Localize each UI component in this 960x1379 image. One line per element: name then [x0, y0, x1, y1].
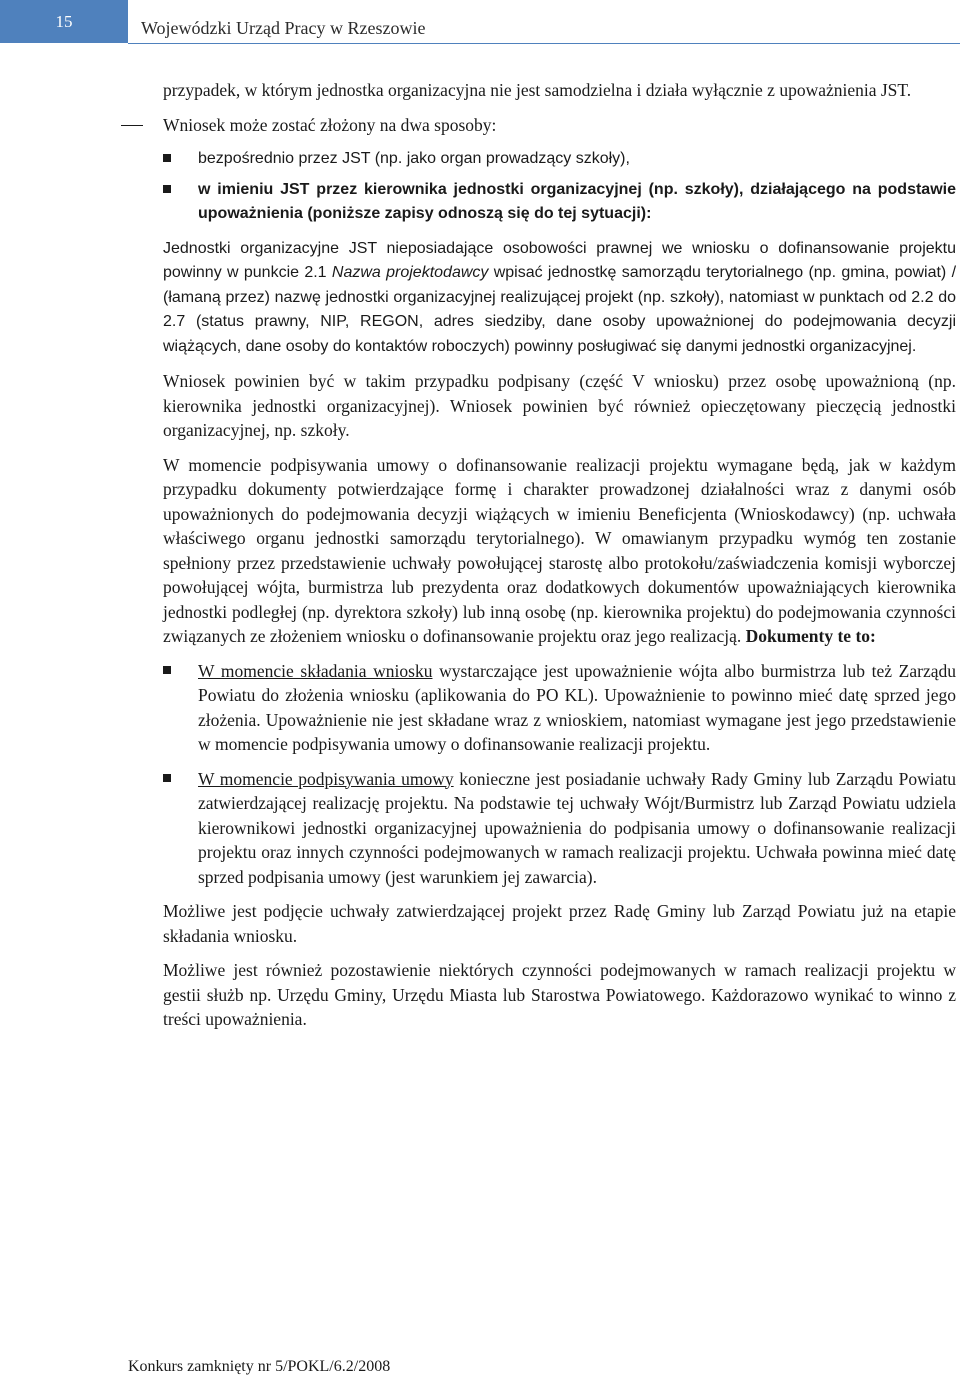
- document-term: W momencie składania wniosku: [198, 660, 433, 681]
- paragraph-text: W momencie podpisywania umowy o dofinansowanie realizacji projektu wymagane będą, jak w każdym przypadku dokumenty potwierdzające formę i charakter prowadzonej działalności wraz z danymi osób upoważnionych do podejmowania decyzji wiążących w imieniu Beneficjenta (Wnioskodawcy) (np. uchwała właściwego organu jednostki samorządu terytorialnego). W omawianym przypadku wymóg ten zostanie spełniony przez przedstawienie uchwały powołującej starostę albo protokołu/zaświadczenia komisji wyborczej powołującej wójta, burmistrza lub prezydenta oraz dodatkowych dokumentów upoważniających kierownika jednostki podległej (np. dyrektora szkoły) lub inną osobę (np. kierownika projektu) do podejmowania czynności związanych ze złożeniem wniosku o dofinansowanie projektu oraz jego realizacją.: [163, 454, 956, 646]
- page-footer: Konkurs zamknięty nr 5/POKL/6.2/2008: [128, 1358, 391, 1375]
- way-list-item: [163, 147, 956, 172]
- paragraph-bold: Dokumenty te to:: [745, 626, 876, 646]
- document-desc: wystarczające jest upoważnienie wójta albo burmistrza lub też Zarządu Powiatu do złożenia wniosku (aplikowania do PO KL). Upoważnienie to powinno mieć datę sprzed jego złożenia. Upoważnienie nie jest składane wraz z wnioskiem, natomiast wymagane jest jego przedstawienie w momencie podpisywania umowy o dofinansowanie realizacji projektu.: [198, 660, 956, 754]
- document-text: [198, 659, 956, 757]
- page-content: [163, 78, 956, 1042]
- paragraph-text: Jednostki organizacyjne JST nieposiadające osobowości prawnej we wniosku o dofinansowanie projektu powinny w punkcie 2.1: [163, 239, 956, 281]
- way-list-item: [163, 178, 956, 227]
- body-paragraph: Wniosek powinien być w takim przypadku podpisany (część V wniosku) przez osobę upoważnioną (np. kierownika jednostki organizacyjnej). Wniosek powinien być również opieczętowany pieczęcią jednostki organizacyjnej, np. szkoły.: [163, 371, 956, 440]
- header-rule: [128, 43, 960, 44]
- square-bullet-icon: [163, 185, 171, 193]
- square-bullet-icon: [163, 154, 171, 162]
- dash-list-item: [163, 113, 956, 138]
- paragraph-text: wpisać jednostkę samorządu terytorialnego (np. gmina, powiat) / (łamaną przez) nazwę jednostki organizacyjnej realizującej projekt (np. szkoły), natomiast w punktach od 2.2 do 2.7 (status prawny, NIP, REGON, adres siedziby, dane osoby upoważnionej do podejmowania decyzji wiążących, dane osoby do kontaktów roboczych) powinny posługiwać się danymi jednostki organizacyjnej.: [163, 264, 957, 355]
- way-text: bezpośrednio przez JST (np. jako organ prowadzący szkoły),: [198, 150, 630, 167]
- document-text: [198, 767, 956, 890]
- way-text: w imieniu JST przez kierownika jednostki organizacyjnej (np. szkoły), działającego na podstawie upoważnienia (poniższe zapisy odnoszą się do tej sytuacji):: [198, 180, 956, 222]
- header-title: Wojewódzki Urząd Pracy w Rzeszowie: [141, 18, 426, 38]
- page-header: [0, 0, 960, 52]
- intro-paragraph: przypadek, w którym jednostka organizacyjna nie jest samodzielna i działa wyłącznie z upoważnienia JST.: [163, 80, 912, 100]
- body-paragraph: [163, 237, 956, 360]
- page-number: 15: [0, 0, 128, 43]
- dash-bullet-icon: [121, 125, 143, 126]
- body-paragraph: [163, 453, 956, 649]
- document-list-item: [163, 659, 956, 757]
- document-term: W momencie podpisywania umowy: [198, 768, 454, 789]
- dash-item-text: Wniosek może zostać złożony na dwa sposoby:: [163, 114, 497, 135]
- document-desc: konieczne jest posiadanie uchwały Rady Gminy lub Zarządu Powiatu zatwierdzającej realizację projektu. Na podstawie tej uchwały Wójt/Burmistrz lub Zarząd Powiatu udziela kierownikowi jednostki organizacyjnej upoważnienia do podpisania umowy o dofinansowanie realizacji projektu oraz innych czynności podejmowanych w ramach realizacji projektu. Uchwała powinna mieć datę sprzed podpisania umowy (jest warunkiem jej zawarcia).: [198, 768, 956, 887]
- body-paragraph: Możliwe jest również pozostawienie niektórych czynności podejmowanych w ramach realizacji projektu w gestii służb np. Urzędu Gminy, Urzędu Miasta lub Starostwa Powiatowego. Każdorazowo wynikać to winno z treści upoważnienia.: [163, 960, 956, 1029]
- paragraph-italic: Nazwa projektodawcy: [331, 264, 489, 281]
- square-bullet-icon: [163, 666, 171, 674]
- body-paragraph: Możliwe jest podjęcie uchwały zatwierdzającej projekt przez Radę Gminy lub Zarząd Powiatu już na etapie składania wniosku.: [163, 901, 956, 946]
- square-bullet-icon: [163, 774, 171, 782]
- document-list-item: [163, 767, 956, 890]
